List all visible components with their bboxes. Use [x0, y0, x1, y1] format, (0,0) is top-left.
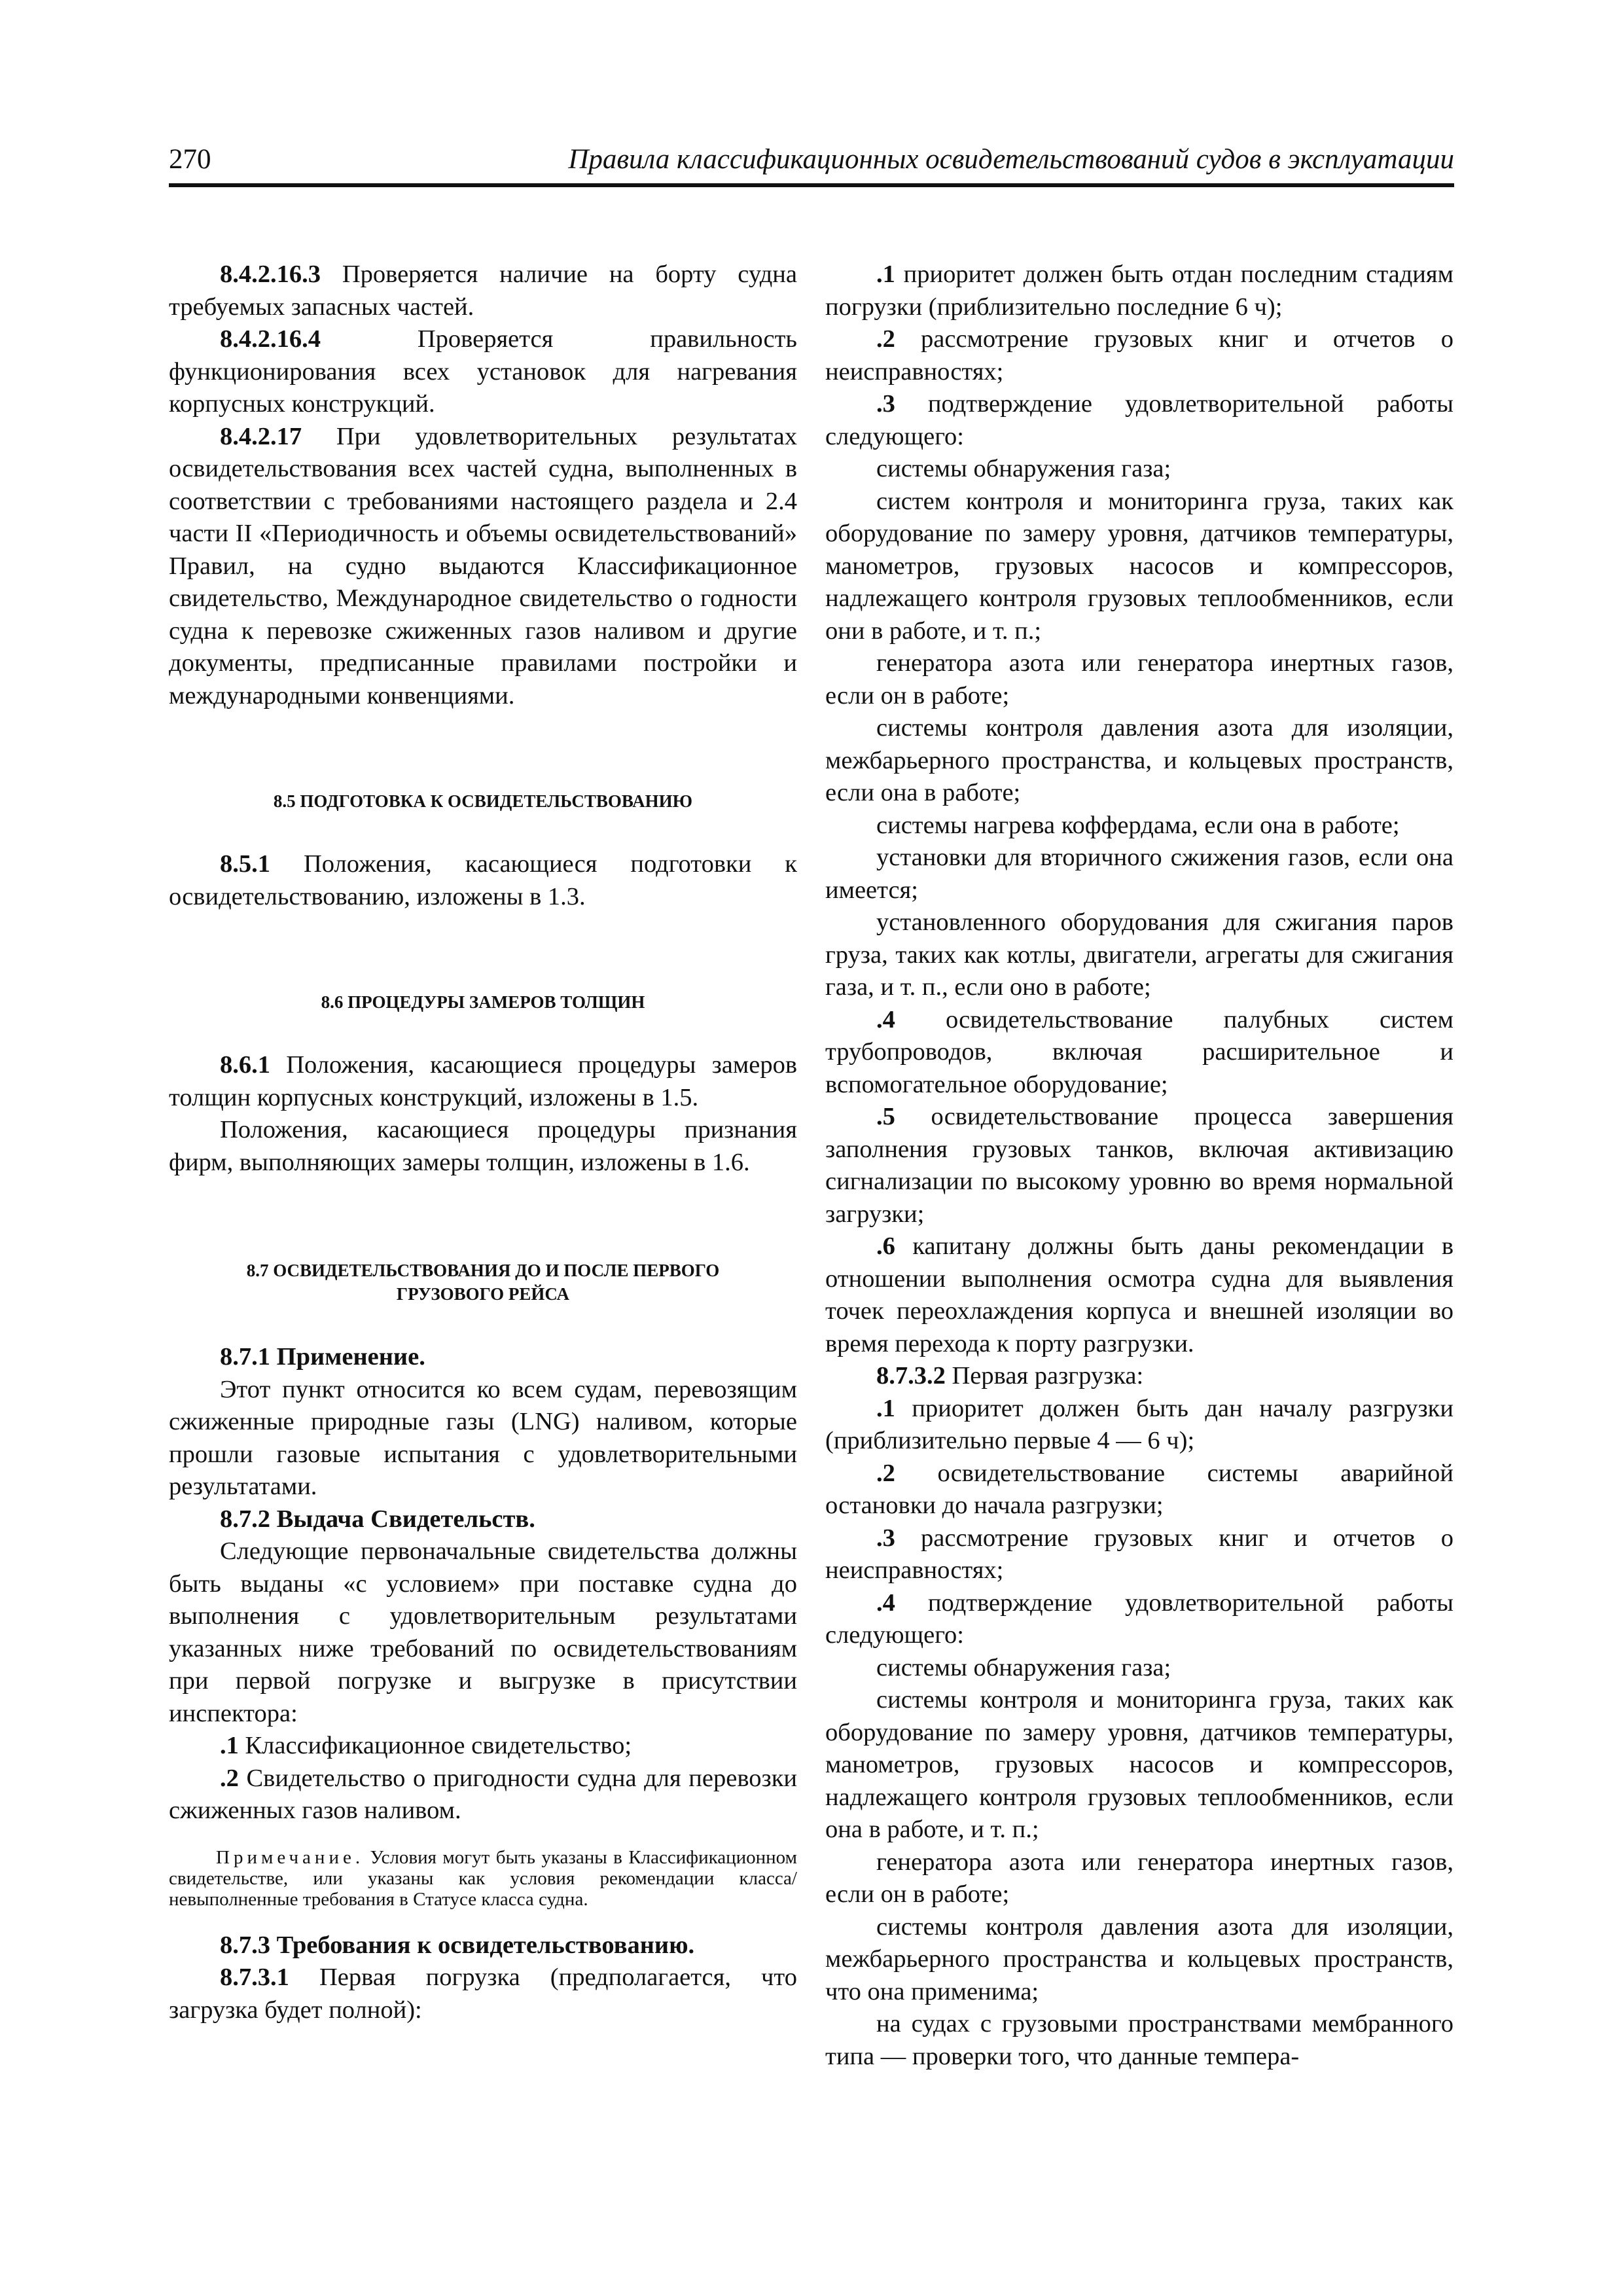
paragraph-8-5-1	[169, 848, 797, 913]
sub-item: генератора азота или генератора инертных газов, если он в работе;	[825, 649, 1454, 709]
paragraph-8-7-2: Следующие первоначальные свидетельства должны быть выданы «с условием» при поставке судна до выполнения с удовлетворительным результатами указанных ниже требований по освидетельствованиям при первой погрузке и выгрузке в присутствии инспектора:	[169, 1537, 797, 1727]
running-title: Правила классификационных освидетельствований судов в эксплуатации	[568, 144, 1454, 175]
paragraph-8-4-2-17	[169, 421, 797, 713]
clause-text: При удовлетворительных результатах освидетельствования всех частей судна, выполненных в соответствии с требованиями настоящего раздела и 2.4 части II «Периодичность и объемы освидетельствований» Правил, на судно выдаются Классификационное свидетельство, Международное свидетельство о годности судна к перевозке сжиженных газов наливом и другие документы, предписанные правилами постройки и международными конвенциями.	[169, 422, 797, 709]
clause-number: 8.4.2.17	[220, 422, 302, 450]
sub-item: системы контроля давления азота для изоляции, межбарьерного пространства и кольцевых пространств, что она применима;	[825, 1912, 1454, 2005]
paragraph-8-6-1	[169, 1049, 797, 1114]
section-heading-8-6: 8.6 ПРОЦЕДУРЫ ЗАМЕРОВ ТОЛЩИН	[321, 992, 645, 1012]
section-heading-8-5: 8.5 ПОДГОТОВКА К ОСВИДЕТЕЛЬСТВОВАНИЮ	[273, 791, 693, 811]
clause-number: 8.7.3.1	[220, 1964, 289, 1991]
item-text: Классификационное свидетельство;	[238, 1732, 632, 1759]
unloading-item-4	[825, 1587, 1454, 1652]
item-number: .6	[876, 1232, 895, 1260]
item-text: освидетельствование системы аварийной остановки до начала разгрузки;	[825, 1459, 1454, 1519]
item-number: .2	[220, 1764, 239, 1792]
item-number: .5	[876, 1103, 895, 1130]
left-column	[169, 259, 797, 2026]
clause-text: Положения, касающиеся процедуры замеров толщин корпусных конструкций, изложены в 1.5.	[169, 1051, 797, 1111]
item-number: .2	[876, 325, 895, 353]
unloading-item-2	[825, 1458, 1454, 1522]
section-heading-line: 8.7 ОСВИДЕТЕЛЬСТВОВАНИЯ ДО И ПОСЛЕ ПЕРВОГО	[246, 1261, 720, 1280]
right-column	[825, 259, 1454, 2073]
paragraph-8-7-1: Этот пункт относится ко всем судам, перевозящим сжиженные природные газы (LNG) наливом, которые прошли газовые испытания с удовлетворительными результатами.	[169, 1375, 797, 1500]
clause-number: 8.4.2.16.4	[220, 325, 321, 353]
item-text: рассмотрение грузовых книг и отчетов о неисправностях;	[825, 1524, 1454, 1584]
clause-text: Первая разгрузка:	[945, 1362, 1144, 1390]
loading-item-4	[825, 1004, 1454, 1102]
section-heading-8-7	[169, 1259, 797, 1306]
sub-item: системы нагрева коффердама, если она в работе;	[876, 811, 1400, 839]
sub-item: установки для вторичного сжижения газов, если она имеется;	[825, 844, 1454, 904]
heading-8-7-2: 8.7.2 Выдача Свидетельств.	[220, 1505, 535, 1533]
loading-item-6	[825, 1230, 1454, 1360]
clause-text: Первая погрузка (предполагается, что загрузка будет полной):	[169, 1964, 797, 2024]
loading-item-5	[825, 1101, 1454, 1230]
sub-item: установленного оборудования для сжигания паров груза, таких как котлы, двигатели, агрегаты для сжигания газа, и т. п., если оно в работе;	[825, 908, 1454, 1001]
paragraph-8-7-3-2	[825, 1360, 1454, 1393]
sub-item: систем контроля и мониторинга груза, таких как оборудование по замеру уровня, датчиков температуры, манометров, грузовых насосов и компрессоров, надлежащего контроля грузовых теплообменников, если они в работе, и т. п.;	[825, 487, 1454, 645]
item-text: Свидетельство о пригодности судна для перевозки сжиженных газов наливом.	[169, 1764, 797, 1824]
list-item-1	[169, 1730, 797, 1763]
clause-text: Проверяется правильность функционирования всех установок для нагревания корпусных конструкций.	[169, 325, 797, 418]
item-text: освидетельствование палубных систем трубопроводов, включая расширительное и вспомогательное оборудование;	[825, 1005, 1454, 1098]
item-text: приоритет должен быть дан началу разгрузки (приблизительно первые 4 — 6 ч);	[825, 1394, 1454, 1454]
item-number: .3	[876, 1524, 895, 1552]
clause-number: 8.5.1	[220, 850, 270, 878]
item-text: подтверждение удовлетворительной работы следующего:	[825, 390, 1454, 450]
clause-text: Проверяется наличие на борту судна требуемых запасных частей.	[169, 260, 797, 321]
paragraph-8-4-2-16-4	[169, 323, 797, 421]
sub-item: на судах с грузовыми пространствами мембранного типа — проверки того, что данные темпера-	[825, 2010, 1454, 2070]
paragraph-8-6-2: Положения, касающиеся процедуры признания фирм, выполняющих замеры толщин, изложены в 1.6.	[169, 1116, 797, 1176]
item-number: .4	[876, 1005, 895, 1033]
item-number: .4	[876, 1588, 895, 1617]
sub-item: генератора азота или генератора инертных газов, если он в работе;	[825, 1848, 1454, 1908]
page-header	[169, 143, 1454, 187]
list-item-2	[169, 1763, 797, 1827]
heading-8-7-3: 8.7.3 Требования к освидетельствованию.	[220, 1931, 695, 1959]
clause-text: Положения, касающиеся подготовки к освидетельствованию, изложены в 1.3.	[169, 850, 797, 910]
heading-8-7-1: 8.7.1 Применение.	[220, 1343, 425, 1371]
clause-number: 8.4.2.16.3	[220, 260, 321, 288]
loading-item-3	[825, 388, 1454, 453]
item-text: капитану должны быть даны рекомендации в отношении выполнения осмотра судна для выявления точек переохлаждения корпуса и внешней изоляции во время перехода к порту разгрузки.	[825, 1232, 1454, 1357]
section-heading-line: ГРУЗОВОГО РЕЙСА	[396, 1284, 570, 1304]
item-number: .1	[876, 260, 895, 288]
item-number: .1	[876, 1394, 895, 1422]
note-label: Примечание.	[216, 1846, 365, 1868]
item-text: приоритет должен быть отдан последним стадиям погрузки (приблизительно последние 6 ч);	[825, 260, 1454, 321]
clause-number: 8.7.3.2	[876, 1362, 946, 1390]
clause-number: 8.6.1	[220, 1051, 270, 1079]
item-number: .3	[876, 390, 895, 418]
sub-item: системы обнаружения газа;	[876, 1653, 1171, 1681]
loading-item-2	[825, 323, 1454, 388]
paragraph-8-4-2-16-3	[169, 259, 797, 323]
item-text: подтверждение удовлетворительной работы следующего:	[825, 1588, 1454, 1649]
sub-item: системы обнаружения газа;	[876, 455, 1171, 482]
loading-item-1	[825, 259, 1454, 323]
note	[169, 1847, 797, 1910]
note-text: Условия могут быть указаны в Классификационном свидетельстве, или указаны как условия рекомендации класса/невыполненные требования в Статусе класса судна.	[169, 1846, 797, 1910]
sub-item: системы контроля и мониторинга груза, таких как оборудование по замеру уровня, датчиков температуры, манометров, грузовых насосов и компрессоров, надлежащего контроля грузовых теплообменников, если она в работе, и т. п.;	[825, 1686, 1454, 1843]
item-text: рассмотрение грузовых книг и отчетов о неисправностях;	[825, 325, 1454, 386]
unloading-item-3	[825, 1522, 1454, 1587]
item-number: .2	[876, 1459, 895, 1487]
item-text: освидетельствование процесса завершения заполнения грузовых танков, включая активизацию сигнализации по высокому уровню во время нормальной загрузки;	[825, 1103, 1454, 1228]
item-number: .1	[220, 1732, 239, 1759]
paragraph-8-7-3-1	[169, 1962, 797, 2026]
page-number: 270	[169, 144, 211, 175]
sub-item: системы контроля давления азота для изоляции, межбарьерного пространства, и кольцевых пространств, если она в работе;	[825, 714, 1454, 806]
unloading-item-1	[825, 1393, 1454, 1458]
